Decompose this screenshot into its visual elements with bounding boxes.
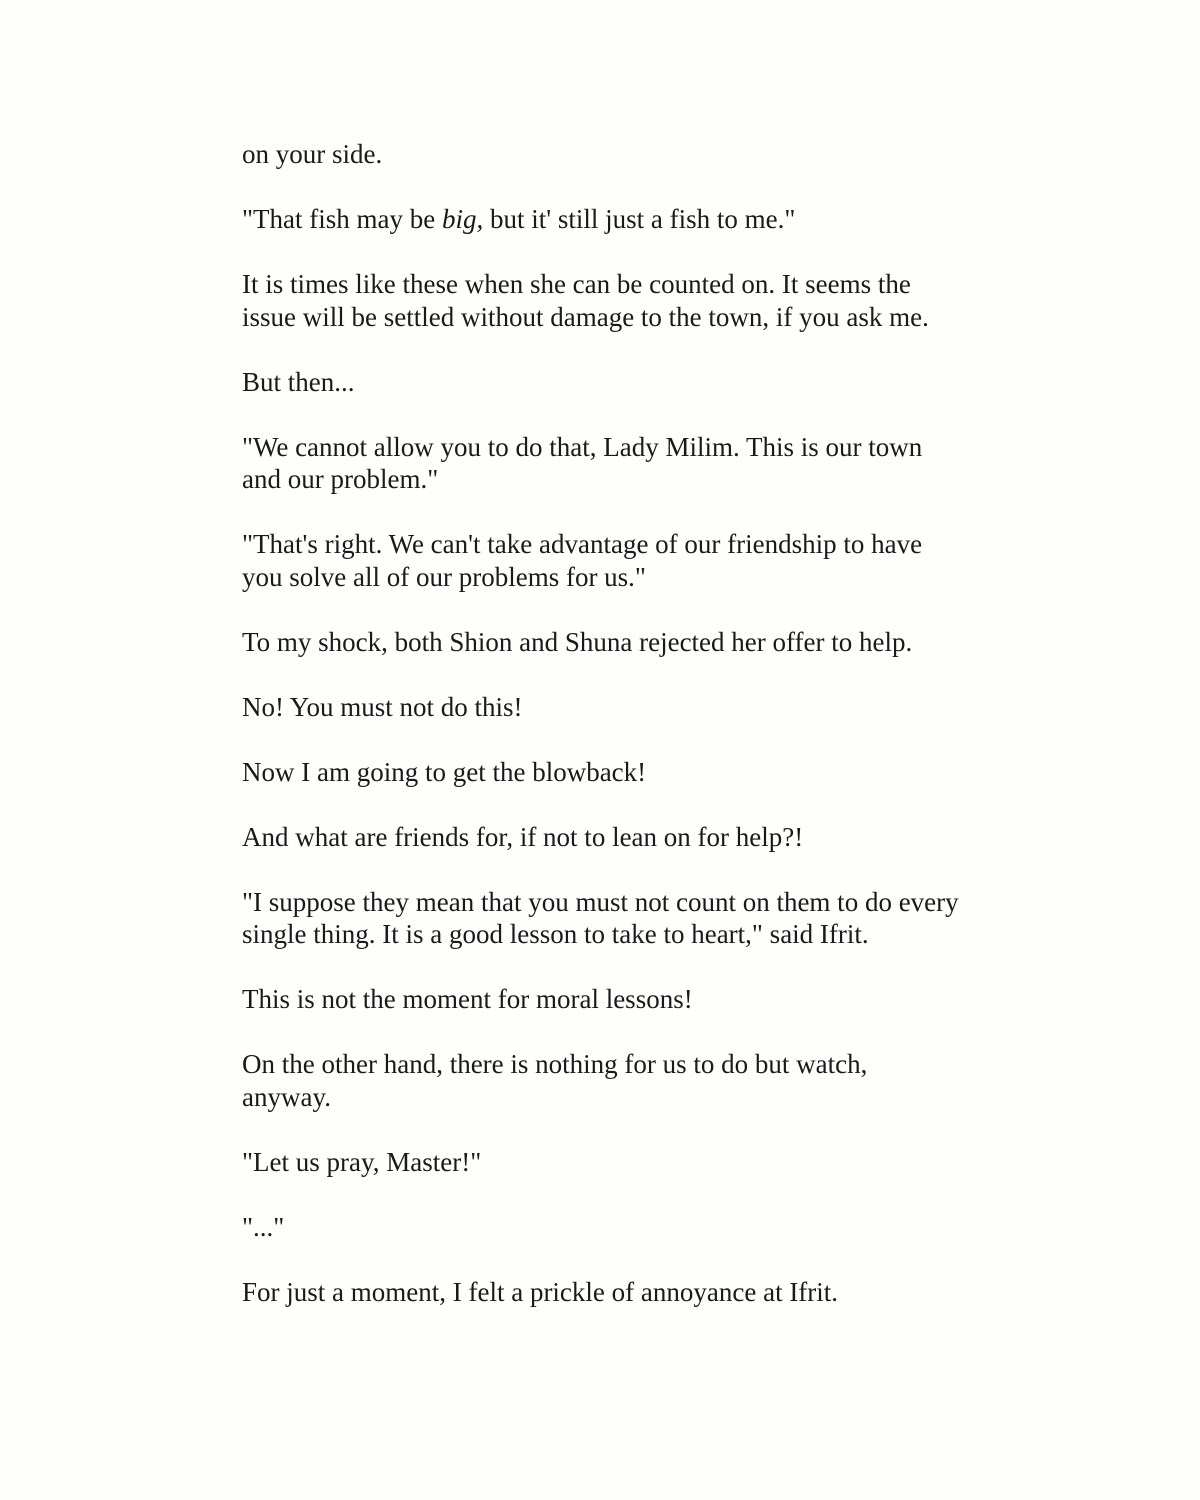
paragraph [242,203,962,236]
paragraph: "That's right. We can't take advantage of our friendship to have you solve all of our problems for us." [242,529,923,592]
paragraph: "I suppose they mean that you must not count on them to do every single thing. It is a good lesson to take to heart," said Ifrit. [242,886,959,949]
paragraph: "..." [242,1211,285,1242]
paragraph: No! You must not do this! [242,691,523,722]
paragraph-text: but it' still just a fish to me." [483,204,796,234]
paragraph: On the other hand, there is nothing for us to do but watch, anyway. [242,1049,868,1112]
emphasis-text: big, [441,204,484,234]
paragraph: "Let us pray, Master!" [242,1146,482,1177]
paragraph: Now I am going to get the blowback! [242,756,647,787]
paragraph: But then... [242,366,355,397]
paragraph: This is not the moment for moral lessons! [242,984,693,1014]
paragraph: For just a moment, I felt a prickle of annoyance at Ifrit. [242,1276,839,1307]
paragraph: It is times like these when she can be counted on. It seems the issue will be settled without damage to the town, if you ask me. [242,269,929,332]
paragraph: To my shock, both Shion and Shuna rejected her offer to help. [242,626,913,657]
paragraph: on your side. [242,139,383,169]
paragraph: "We cannot allow you to do that, Lady Milim. This is our town and our problem." [242,431,923,494]
page-body-text [242,138,962,1308]
paragraph: And what are friends for, if not to lean on for help?! [242,821,804,852]
paragraph-text: "That fish may be [242,204,442,234]
